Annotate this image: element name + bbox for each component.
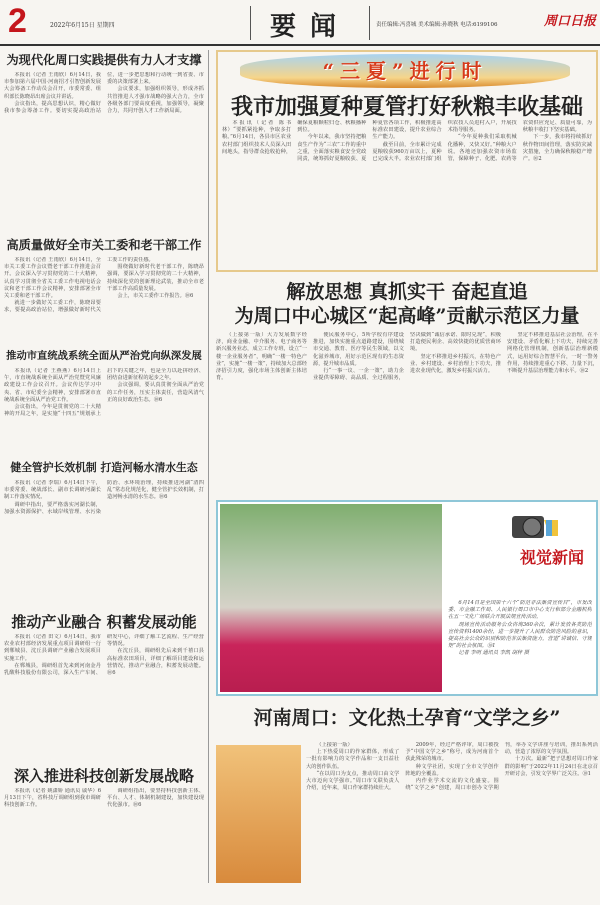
paragraph: 就进一步做好关工委工作，陈晓昂要求，要提高政治站位，增强做好新时代关工委工作的责任感。 [4, 257, 154, 314]
sanxia-banner: “三夏”进行时 [240, 54, 570, 88]
paragraph: 本报讯（记者 姚潇娇 通讯员 戚华）6月13日下午，省科技厅调研组到我市调研科技创新工作。 [4, 788, 101, 809]
paragraph: 上下热爱周口的作家群体，形成了一批有影响力的文学作品和一支日益壮大的创作队伍。 [306, 749, 400, 770]
column-divider [208, 50, 209, 883]
paragraph: 围绕做好新时代老干部工作，陈晓昂强调，要深入学习贯彻党的二十大精神，持续深化党的创新理论武装，推动全市老干部工作高质量发展。 [107, 264, 204, 292]
editor-credits: 责任编辑:冯喜城 美术编辑:孙晓秋 电话:6199106 [376, 22, 498, 28]
paragraph: 在沈丘县，调研组先后来到千禧口县高标准农田项目，详细了解项目建设和运营情况，推动产业融合，积蓄发展动能。⑩6 [107, 648, 204, 677]
paragraph: 在郸城县，调研组首先来到河南金丹乳酸科技股份有限公司，深入生产车间、研发中心，详细了解工艺流程、生产经营等情况。 [4, 634, 204, 677]
paragraph: 种文学社团，实现了全市文学创作阵地的全覆盖。 [405, 763, 499, 777]
paragraph: 今年以来，我市坚持把粮食生产作为“三农”工作的重中之重，全面落实粮食安全党政同责，统筹抓好夏粮收获、夏种夏管各项工作，积极推进高标准农田建设，提升农业综合生产能力。 [297, 120, 442, 163]
feature-body [216, 332, 598, 494]
article-headline[interactable]: 推动市直统战系统全面从严治党向纵深发展 [6, 350, 202, 362]
photo-caption [448, 600, 592, 692]
article-headline[interactable]: 健全管护长效机制 打造河畅水清水生态 [10, 461, 198, 474]
issue-date: 2022年6月15日 星期四 [50, 22, 115, 29]
paragraph: 行“一事一议、一企一策”，助力企业提供零障碍、高品质、全过程服务，坚决做到“诚信承诺、限时兑现”，积极打造便民利企、高效快捷的优质营商环境。 [313, 332, 501, 382]
article-headline[interactable]: 深入推进科技创新发展战略 [13, 767, 194, 785]
lead-headline[interactable]: 我市加强夏种夏管打好秋粮丰收基础 [230, 94, 583, 120]
page-number: 2 [8, 2, 27, 40]
paragraph: 本报讯（记者 王雨欣）6月14日，我市参加第六届中国·河南招才引智创新发展大会筹备工作动员会召开，市委常委、组织部长陈晓昂出席会议并讲话。 [4, 72, 101, 100]
article-headline[interactable]: 高质量做好全市关工委和老干部工作 [6, 238, 202, 252]
paragraph: 内作业学术交流的文化盛宴。围绕“文学之乡”创建，周口市创办文学期刊，举办文学讲座与培训，推出系列活动，营造了浓厚的文学氛围。 [405, 742, 598, 792]
paragraph: 记者 李明 通讯员 李凯 胡梓 摄 [458, 650, 529, 657]
paragraph: 会议指出，今年是贯彻党的二十大精神的开局之年，是实施“十四五”规划承上启下的关键之年，也是全力以赴拼经济、团结奋进新征程的起步之年。 [4, 368, 204, 418]
paragraph: 坚定不移推进乡村振兴，在特色产业、乡村建设、乡村治理上下功夫，推进农业现代化，激发乡村振兴活力。 [410, 353, 501, 375]
paragraph: 本报讯（记者 王燕燕）6月14日上午，市直统战系统全面从严治党暨党风廉政建设工作会议召开。会议传达学习中央、省、市纪委全会精神，安排部署市直统战系统全面从严治党工作。 [4, 368, 101, 403]
paragraph: 会议强调，要认真贯彻全面从严治党的工作任务，压实主体责任，营造风清气正的良好政治生态。⑩6 [107, 382, 204, 403]
paragraph: 本报讯（记者 王雨欣）6月14日，全市关工委工作会议暨老干部工作推进会召开。会议深入学习贯彻党的二十大精神，认真学习贯彻全省关工委工作电视电话会议和老干部工作会议精神，安排部署全市关工委和老干部工作。 [4, 257, 101, 300]
paragraph: （上接第一版）大力发展数字经济，商业金融、中介服务、电子商务等新兴服务业态，成立工作专班，设立“一楼一企业服务者”，明确“一楼一特色产业”，实施“一楼一策”，持续加大总部经济招引力度，强化市场主体创新主体培育。 [216, 332, 307, 382]
photo-news-image[interactable] [220, 504, 442, 692]
camera-icon [510, 510, 560, 540]
article-body [4, 480, 204, 630]
feature-headline-line1: 解放思想 真抓实干 奋起直追 [286, 281, 528, 303]
paragraph: 本报讯（记者 李瑞）6月14日下午，市委常委、统战部长、副市长调研河湖长制工作落实情况。 [4, 480, 101, 501]
paragraph: 现场宣传活动服务公众咨询360余次，累计发放各类防范宣传资料1400余份，进一步提升了人民群众防范风险的意识，提高社会公众的识别和防范非法集资能力，营造“讲诚信、守规矩”的社会氛围。⑩1 [448, 621, 592, 650]
photo-news-label: 视觉新闻 [520, 548, 585, 567]
section-title: 要闻 [250, 6, 370, 40]
header-divider [0, 44, 600, 46]
newspaper-logo: 周口日报 [544, 14, 597, 29]
book-cover-image [216, 745, 301, 883]
paragraph: 本报讯（记者 陈书林）“要抓紧抢种，争取多打粮。”6月14日，各县市区农业农村部门组织技术人员深入田间地头，指导群众抢收抢种，确保夏粮颗粒归仓、秋粮播种到位。 [222, 120, 367, 155]
paragraph: 坚定不移推进基层社会治理，在平安建设、矛盾化解上下功夫，持续完善网格化管理机制，创新基层治理新模式，运用好综合智慧平台，一时一警务作用，持续推进重心下移、力量下沉，不断提升基层治理能力和水平。⑩2 [507, 332, 598, 375]
bottom-headline[interactable]: 河南周口：文化热土孕育“文学之乡” [253, 707, 561, 729]
feature-headline[interactable] [216, 280, 598, 328]
paragraph: 下一步，我市将持续抓好秋作物田间管理，落实防灾减灾措施，全力确保秋粮稳产增产。⑩2 [522, 134, 592, 163]
paragraph: 6月14日是全国第十六个“防范非法集资宣传日”，市发改委、市金融工作局、人民银行周口市中心支行和部分金融机构在五一文化广场联合开展法规宣传活动。 [448, 600, 592, 621]
article-headline[interactable]: 为现代化周口实践提供有力人才支撑 [6, 53, 202, 67]
paragraph: 截至目前，全市累计完成夏粮收获960万亩以上，夏种已完成大半。农业农村部门组织农技人员进村入户，开展技术指导服务。 [372, 120, 517, 163]
paragraph: 调研中指出，要严格落实河湖长制，加强水资源保护、水域岸线管理、水污染防治、水环境治理，持续推进河湖“清四乱”常态化规范化，健全管护长效机制，打造河畅水清的水生态。⑩6 [4, 480, 204, 515]
paragraph: 会上，市关工委作工作报告。⑩6 [117, 293, 194, 300]
feature-headline-line2: 为周口中心城区“起高峰”贡献示范区力量 [234, 305, 580, 327]
paragraph: 调研组指出，要坚持科技创新主体、平台、人才、体制机制建设，加快建设现代化强市。⑩6 [107, 788, 204, 809]
paragraph: 十万次。最新“把子思想对周口作家群的影响”于2022年11月24日在北京召开研讨会，引发文学界广泛关注。⑩1 [504, 756, 598, 777]
lead-body [222, 120, 592, 268]
paragraph: 2009年，经过严格评审，周口被授予“中国文学之乡”称号，成为河南首个获此殊荣的城市。 [405, 742, 499, 763]
article-body [4, 788, 204, 905]
paragraph: （上接第一版） [316, 742, 353, 748]
paragraph: “今年夏种我们采取机械化播种，又快又好。”种粮大户说。各地还加强农资市场监管，保障种子、化肥、农药等农资供应充足、质量可靠，为秋粮丰收打下坚实基础。 [447, 120, 592, 163]
bottom-body [306, 742, 598, 883]
paragraph: 便民服务中心，5所学校有序建设推进，加快实施重点道路建设，围绕城市交通、教育、医疗等民生领域，以文化滋养城市，用好示范区现有的生态资源，提升城市品质。 [313, 332, 404, 367]
paragraph: 会议指出，提高思想认识，精心做好我市参会筹备工作。要切实提高政治站位，进一步把思想和行动统一到省委、市委的决策部署上来。 [4, 72, 204, 115]
paragraph: “在以周口为支点，推动周口由文学大市迈向文学强市。”周口市文联负责人介绍，近年来，周口作家群持续壮大。 [306, 770, 400, 792]
paragraph: 本报讯（记者 田文）6月14日，我市农业农村部经济发展重点项目调研组一行到郸城县、沈丘县调研产业融合发展项目实施工作。 [4, 634, 101, 662]
paragraph: 会议要求，加强组织领导，形成齐抓共管推进人才强市战略的强大合力，全市各级各部门要高度重视，加强领导，凝聚合力，共同开创人才工作新局面。 [107, 86, 204, 115]
article-headline[interactable]: 推动产业融合 积蓄发展动能 [11, 613, 197, 631]
